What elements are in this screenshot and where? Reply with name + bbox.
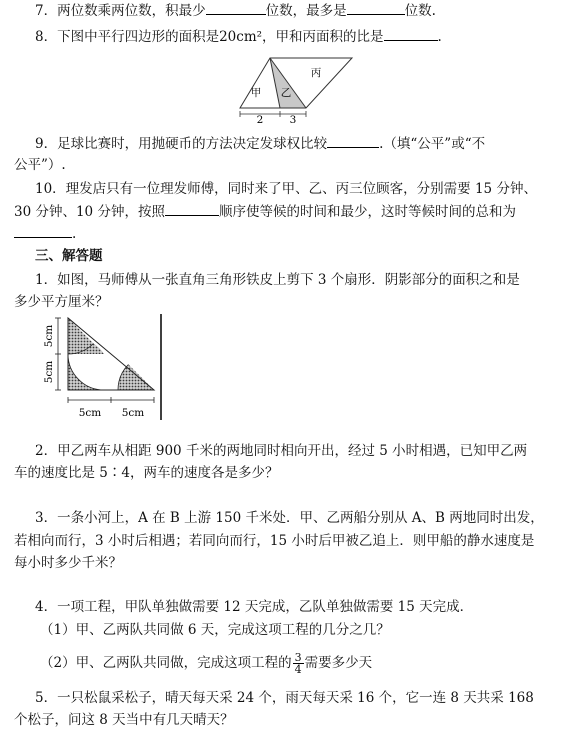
q9-blank[interactable]	[327, 133, 379, 148]
dim-label-2: 2	[256, 114, 264, 126]
question-9-cont	[14, 155, 66, 175]
dim-h-label-left: 5cm	[78, 407, 102, 419]
q10-blank-order[interactable]	[165, 201, 219, 216]
p5-line1: 5．一只松鼠采松子，晴天每天采 24 个，雨天每天采 16 个，它一连 8 天共采 168	[35, 690, 534, 706]
problem-1	[35, 270, 520, 290]
fraction-numerator: 3	[294, 651, 302, 664]
q7-mid: 位数，最多是	[265, 3, 347, 19]
dim-v-label-bottom: 5cm	[43, 360, 55, 384]
question-10	[35, 179, 537, 199]
p4-line1: 4．一项工程，甲队单独做需要 12 天完成，乙队单独做需要 15 天完成．	[35, 599, 474, 615]
p4-sub1: （1）甲、乙两队共同做 6 天，完成这项工程的几分之几？	[40, 622, 390, 638]
p2-line1: 2．甲乙两车从相距 900 千米的两地同时相向开出，经过 5 小时相遇，已知甲乙两	[35, 443, 528, 459]
p3-line2: 若相向而行，3 小时后相遇；若同向而行，15 小时后甲被乙追上．则甲船的静水速度是	[14, 533, 535, 549]
label-yi: 乙	[280, 87, 292, 99]
problem-1-cont	[14, 292, 109, 312]
problem-4-sub2	[40, 652, 372, 675]
problem-2-cont	[14, 463, 278, 483]
p3-line1: 3．一条小河上，A 在 B 上游 150 千米处．甲、乙两船分别从 A、B 两地同时出发，	[35, 510, 544, 526]
question-8	[35, 26, 442, 47]
p4-sub2-b: 需要多少天	[304, 655, 373, 671]
dim-label-3: 3	[289, 114, 297, 126]
dim-v-label-top: 5cm	[43, 324, 55, 348]
q8-blank-ratio[interactable]	[384, 26, 438, 41]
fraction-three-quarters	[293, 652, 304, 675]
q8-area: 20cm²	[219, 29, 263, 45]
question-7	[35, 0, 436, 21]
q9-line1: 9．足球比赛时，用抛硬币的方法决定发球权比较	[35, 136, 328, 152]
q10-blank-total[interactable]	[14, 223, 72, 238]
dim-h-label-right: 5cm	[121, 407, 145, 419]
q8-suffix: ，甲和丙面积的比是	[262, 29, 384, 45]
q8-prefix: 8．下图中平行四边形的面积是	[35, 29, 220, 45]
question-10-cont	[14, 201, 516, 222]
question-9	[35, 133, 485, 154]
q7-prefix: 7．两位数乘两位数，积最少	[35, 3, 206, 19]
p5-line2: 个松子，问这 8 天当中有几天晴天？	[14, 712, 234, 728]
q10-line3-end: .	[72, 226, 77, 242]
q8-end: .	[437, 29, 442, 45]
p3-line3: 每小时多少千米？	[14, 555, 122, 571]
problem-3-cont	[14, 531, 534, 551]
fraction-denominator: 4	[294, 663, 302, 676]
p2-line2: 车的速度比是 5∶4，两车的速度各是多少？	[14, 465, 279, 481]
problem-2	[35, 441, 527, 461]
problem-5	[35, 688, 534, 708]
triangle-sectors-figure	[44, 316, 168, 424]
question-10-cont2	[14, 223, 76, 244]
q10-line2-b: 顺序使等候的时间和最少，这时等候时间的总和为	[218, 204, 516, 220]
q9-line1-end: .（填“公平”或“不	[379, 136, 486, 152]
q10-line2-a: 30 分钟、10 分钟，按照	[14, 204, 165, 220]
label-jia: 甲	[250, 87, 262, 99]
parallelogram-figure	[236, 56, 356, 124]
q7-blank-max[interactable]	[347, 0, 405, 15]
p1-line2: 多少平方厘米？	[14, 294, 109, 310]
problem-5-cont	[14, 710, 234, 730]
problem-4	[35, 597, 473, 617]
q9-line2: 公平”）.	[14, 157, 66, 173]
problem-3-cont2	[14, 553, 122, 573]
q7-blank-min[interactable]	[206, 0, 266, 15]
problem-3	[35, 508, 544, 528]
shaded-sector-bottom-right	[118, 365, 154, 391]
section-3-title: 三、解答题	[35, 248, 103, 264]
label-bing: 丙	[310, 67, 322, 79]
problem-4-sub1	[40, 620, 390, 640]
p1-line1: 1．如图，马师傅从一张直角三角形铁皮上剪下 3 个扇形．阴影部分的面积之和是	[35, 272, 520, 288]
q7-suffix: 位数.	[404, 3, 436, 19]
p4-sub2-a: （2）甲、乙两队共同做，完成这项工程的	[40, 655, 292, 671]
q10-line1: 10．理发店只有一位理发师傅，同时来了甲、乙、丙三位顾客，分别需要 15 分钟、	[35, 181, 537, 197]
